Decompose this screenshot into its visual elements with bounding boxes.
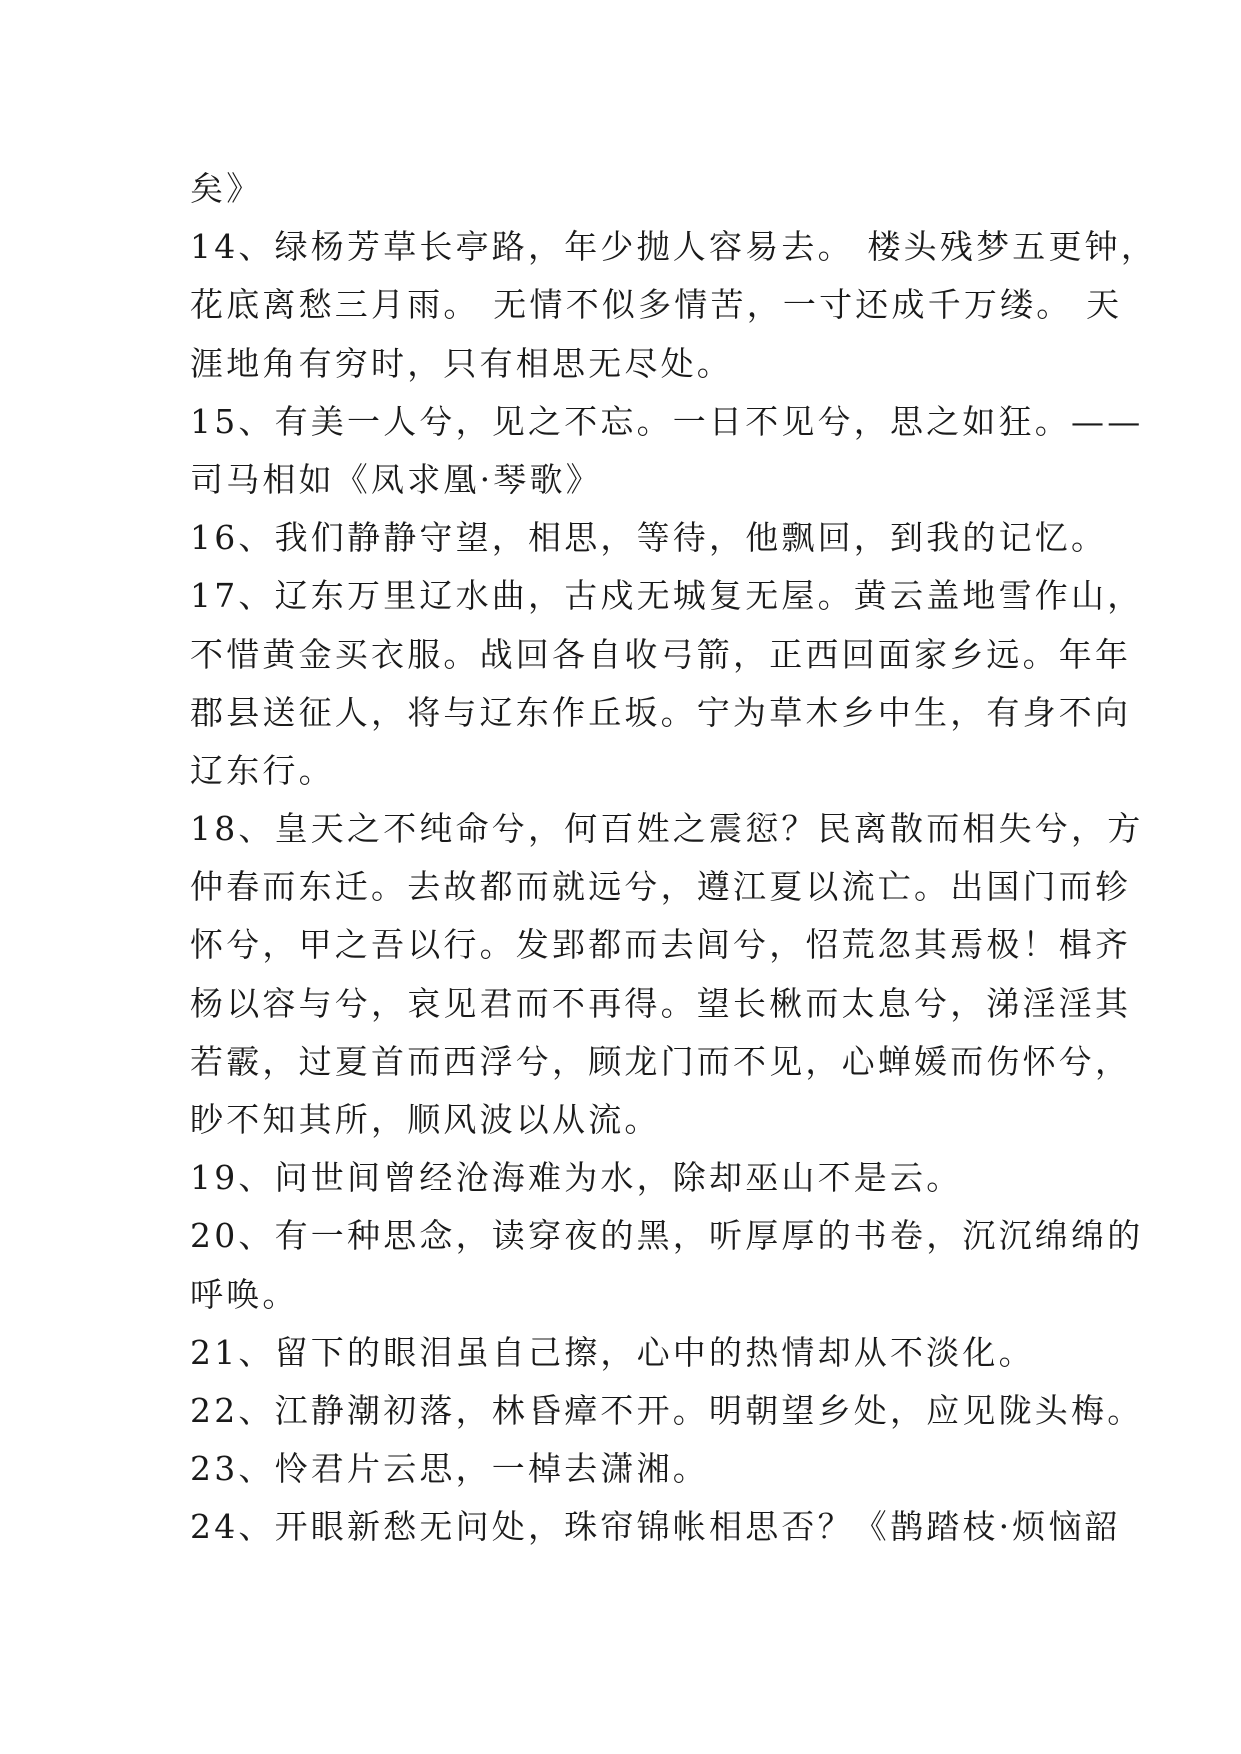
- text-line: 22、江静潮初落，林昏瘴不开。明朝望乡处，应见陇头梅。: [190, 1390, 1144, 1430]
- text-line: 杨以容与兮，哀见君而不再得。望长楸而太息兮，涕淫淫其: [190, 983, 1132, 1023]
- text-line: 矣》: [190, 169, 263, 208]
- text-line: 18、皇天之不纯命兮，何百姓之震愆？民离散而相失兮，方: [190, 809, 1144, 849]
- text-line: 辽东行。: [190, 750, 335, 790]
- text-line: 17、辽东万里辽水曲，古戍无城复无屋。黄云盖地雪作山，: [190, 576, 1144, 616]
- text-line: 19、问世间曾经沧海难为水，除却巫山不是云。: [190, 1158, 963, 1198]
- text-line: 14、绿杨芳草长亭路，年少抛人容易去。 楼头残梦五更钟，: [190, 227, 1158, 267]
- text-line: 23、怜君片云思，一棹去潇湘。: [190, 1449, 709, 1489]
- text-line: 21、留下的眼泪虽自己擦，心中的热情却从不淡化。: [190, 1332, 1035, 1372]
- text-line: 涯地角有穷时，只有相思无尽处。: [190, 343, 733, 383]
- text-line: 16、我们静静守望，相思，等待，他飘回，到我的记忆。: [190, 518, 1108, 558]
- text-line: 花底离愁三月雨。 无情不似多情苦，一寸还成千万缕。 天: [190, 285, 1123, 325]
- text-line: 眇不知其所，顺风波以从流。: [190, 1100, 661, 1139]
- document-body: [190, 160, 1158, 1557]
- text-line: 怀兮，甲之吾以行。发郢都而去闾兮，怊荒忽其焉极！楫齐: [190, 925, 1132, 965]
- text-line: 呼唤。: [190, 1274, 299, 1314]
- text-line: 若霰，过夏首而西浮兮，顾龙门而不见，心蝉媛而伤怀兮，: [190, 1041, 1132, 1081]
- text-line: 24、开眼新愁无问处，珠帘锦帐相思否？《鹊踏枝·烦恼韶: [190, 1507, 1121, 1547]
- text-line: 15、有美一人兮，见之不忘。一日不见兮，思之如狂。——: [190, 401, 1144, 441]
- text-line: 司马相如《凤求凰·琴歌》: [190, 459, 602, 499]
- text-line: 20、有一种思念，读穿夜的黑，听厚厚的书卷，沉沉绵绵的: [190, 1216, 1144, 1256]
- text-line: 不惜黄金买衣服。战回各自收弓箭，正西回面家乡远。年年: [190, 634, 1132, 674]
- text-line: 郡县送征人，将与辽东作丘坂。宁为草木乡中生，有身不向: [190, 692, 1132, 732]
- text-line: 仲春而东迁。去故都而就远兮，遵江夏以流亡。出国门而轸: [190, 867, 1132, 907]
